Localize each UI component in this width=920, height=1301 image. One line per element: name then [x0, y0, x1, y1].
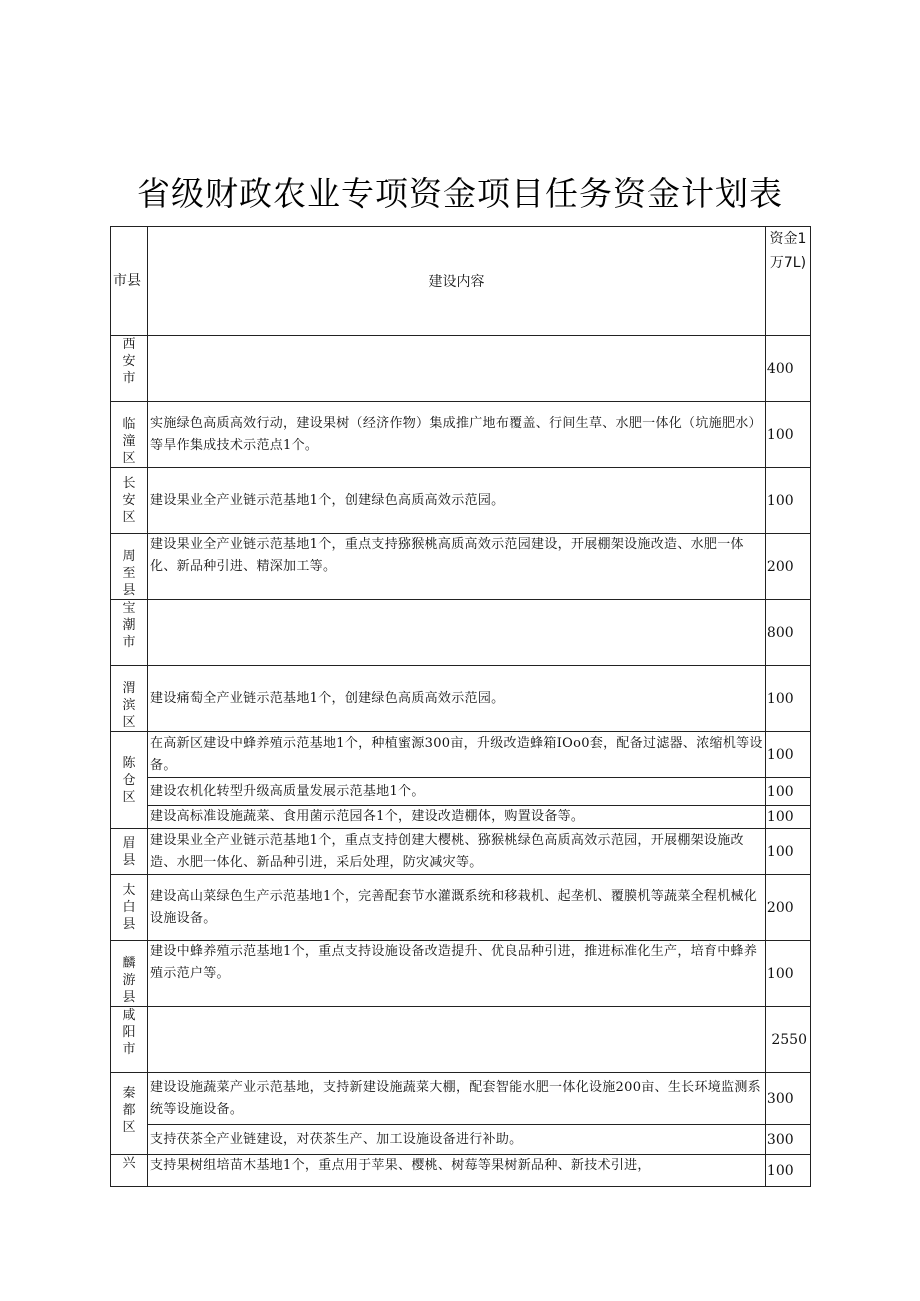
city-cell: 麟游县: [111, 941, 148, 1007]
fund-cell: 400: [765, 336, 810, 402]
page-title: 省级财政农业专项资金项目任务资金计划表: [137, 174, 783, 213]
table-row: [111, 402, 811, 468]
fund-cell: 100: [765, 402, 810, 468]
table-row: [111, 1155, 811, 1187]
fund-cell: 100: [765, 829, 810, 875]
city-cell: 临潼区: [111, 402, 148, 468]
table-row: [111, 666, 811, 732]
content-cell: 建设农机化转型升级高质量发展示范基地1个。: [148, 778, 766, 806]
content-cell: [148, 1007, 766, 1073]
fund-cell: 100: [765, 468, 810, 534]
table-row: [111, 875, 811, 941]
fund-cell: 200: [765, 534, 810, 600]
table-row: [111, 600, 811, 666]
header-city: 市县: [111, 227, 148, 336]
header-fund: 资金1万7L): [765, 227, 810, 336]
content-cell: 建设果业全产业链示范基地1个，创建绿色高质高效示范园。: [148, 468, 766, 534]
content-cell: 支持果树组培苗木基地1个，重点用于苹果、樱桃、树莓等果树新品种、新技术引进，: [148, 1155, 766, 1187]
fund-cell: 2550: [765, 1007, 810, 1073]
city-cell: 秦都区: [111, 1073, 148, 1155]
table-row: [111, 829, 811, 875]
content-cell: 建设设施蔬菜产业示范基地，支持新建设施蔬菜大棚，配套智能水肥一体化设施200亩、生长环境监测系统等设施设备。: [148, 1073, 766, 1125]
content-cell: [148, 600, 766, 666]
fund-cell: 300: [765, 1073, 810, 1125]
content-cell: 建设果业全产业链示范基地1个，重点支持创建大樱桃、猕猴桃绿色高质高效示范园，开展棚架设施改造、水肥一体化、新品种引进，采后处理，防灾减灾等。: [148, 829, 766, 875]
fund-cell: 300: [765, 1125, 810, 1155]
content-cell: 建设高标准设施蔬菜、食用菌示范园各1个，建设改造棚体，购置设备等。: [148, 806, 766, 829]
content-cell: 建设中蜂养殖示范基地1个，重点支持设施设备改造提升、优良品种引进，推进标准化生产，培育中蜂养殖示范户等。: [148, 941, 766, 1007]
table-row: [111, 1007, 811, 1073]
table-row: [111, 732, 811, 778]
content-cell: 建设痛萄全产业链示范基地1个，创建绿色高质高效示范园。: [148, 666, 766, 732]
table-row: [111, 534, 811, 600]
city-cell: 太白县: [111, 875, 148, 941]
fund-cell: 100: [765, 1155, 810, 1187]
city-cell: 宝潮市: [111, 600, 148, 666]
content-cell: 建设果业全产业链示范基地1个，重点支持猕猴桃高质高效示范园建设，开展棚架设施改造、水肥一体化、新品种引进、精深加工等。: [148, 534, 766, 600]
city-cell: 兴: [111, 1155, 148, 1187]
table-row: [111, 806, 811, 829]
city-cell: 周至县: [111, 534, 148, 600]
table-header-row: [111, 227, 811, 336]
content-cell: 建设高山菜绿色生产示范基地1个，完善配套节水灌溉系统和移栽机、起垄机、覆膜机等蔬菜全程机械化设施设备。: [148, 875, 766, 941]
header-content: 建设内容: [148, 227, 766, 336]
fund-cell: 200: [765, 875, 810, 941]
table-row: [111, 778, 811, 806]
fund-cell: 100: [765, 806, 810, 829]
city-cell: 陈仓区: [111, 732, 148, 829]
content-cell: [148, 336, 766, 402]
table-row: [111, 1073, 811, 1125]
table-row: [111, 941, 811, 1007]
fund-cell: 100: [765, 732, 810, 778]
city-cell: 咸阳市: [111, 1007, 148, 1073]
fund-cell: 800: [765, 600, 810, 666]
content-cell: 实施绿色高质高效行动，建设果树（经济作物）集成推广地布覆盖、行间生草、水肥一体化（坑施肥水）等旱作集成技术示范点1个。: [148, 402, 766, 468]
city-cell: 眉县: [111, 829, 148, 875]
city-cell: 长安区: [111, 468, 148, 534]
table-row: [111, 468, 811, 534]
content-cell: 支持茯茶全产业链建设，对茯茶生产、加工设施设备进行补助。: [148, 1125, 766, 1155]
fund-cell: 100: [765, 778, 810, 806]
fund-cell: 100: [765, 666, 810, 732]
table-row: [111, 1125, 811, 1155]
content-cell: 在高新区建设中蜂养殖示范基地1个，种植蜜源300亩，升级改造蜂箱IOo0套，配备过滤器、浓缩机等设备。: [148, 732, 766, 778]
fund-plan-table: [110, 226, 811, 1187]
table-row: [111, 336, 811, 402]
city-cell: 渭滨区: [111, 666, 148, 732]
city-cell: 西安市: [111, 336, 148, 402]
fund-cell: 100: [765, 941, 810, 1007]
